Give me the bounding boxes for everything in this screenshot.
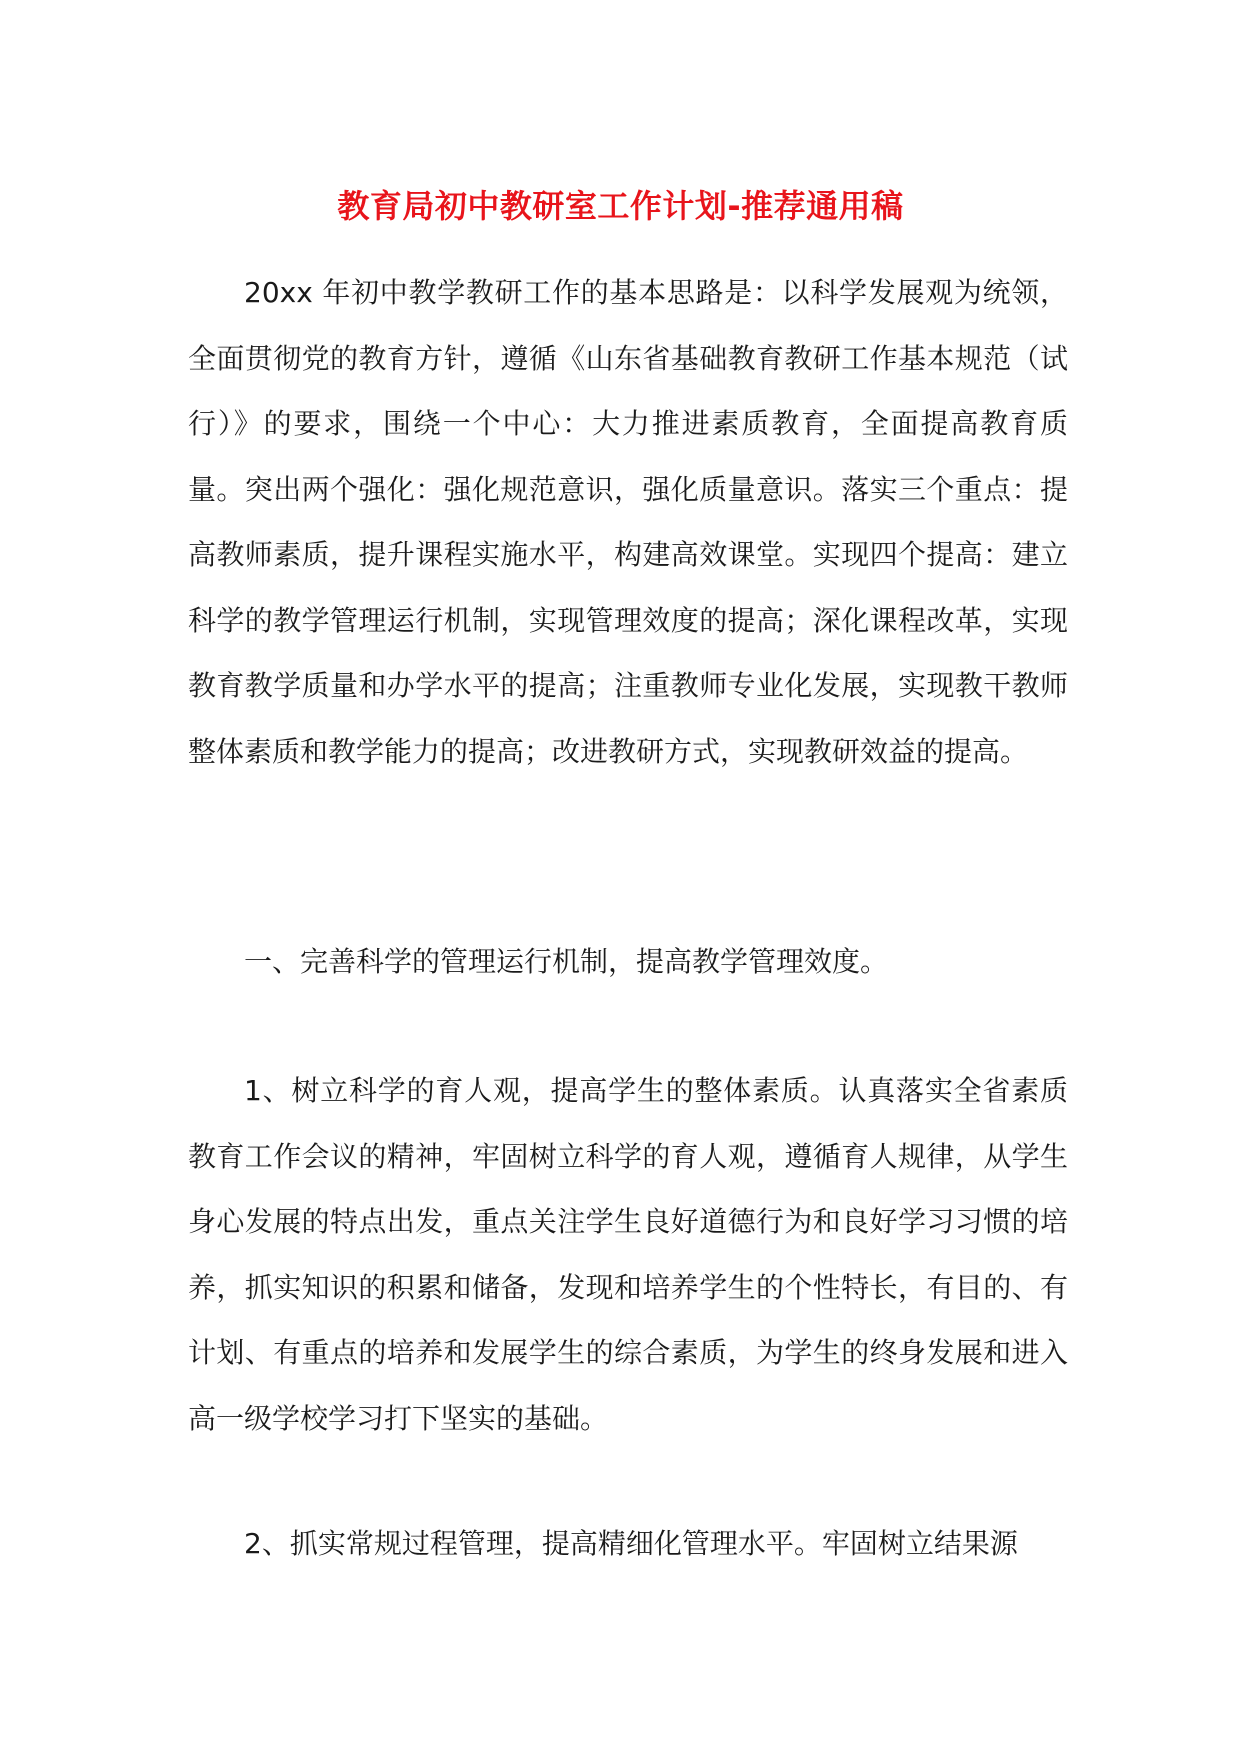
intro-paragraph: 20xx 年初中教学教研工作的基本思路是：以科学发展观为统领，全面贯彻党的教育方针，遵循《山东省基础教育教研工作基本规范（试行）》的要求，围绕一个中心：大力推进素质教育，全面提高教育质量。突出两个强化：强化规范意识，强化质量意识。落实三个重点：提高教师素质，提升课程实施水平，构建高效课堂。实现四个提高：建立科学的教学管理运行机制，实现管理效度的提高；深化课程改革，实现教育教学质量和办学水平的提高；注重教师专业化发展，实现教干教师整体素质和教学能力的提高；改进教研方式，实现教研效益的提高。 (188, 276, 1068, 768)
item-2-block (188, 1511, 1068, 1577)
page-title: 教育局初中教研室工作计划-推荐通用稿 (337, 187, 904, 226)
item-1-paragraph: 1、树立科学的育人观，提高学生的整体素质。认真落实全省素质教育工作会议的精神，牢固树立科学的育人观，遵循育人规律，从学生身心发展的特点出发，重点关注学生良好道德行为和良好学习习惯的培养，抓实知识的积累和储备，发现和培养学生的个性特长，有目的、有计划、有重点的培养和发展学生的综合素质，为学生的终身发展和进入高一级学校学习打下坚实的基础。 (188, 1074, 1068, 1435)
intro-paragraph-block (188, 260, 1068, 784)
section-heading-block (188, 929, 1068, 995)
section-heading-1: 一、完善科学的管理运行机制，提高教学管理效度。 (244, 945, 889, 978)
item-1-block (188, 1058, 1068, 1451)
item-2-paragraph: 2、抓实常规过程管理，提高精细化管理水平。牢固树立结果源 (244, 1527, 1018, 1560)
